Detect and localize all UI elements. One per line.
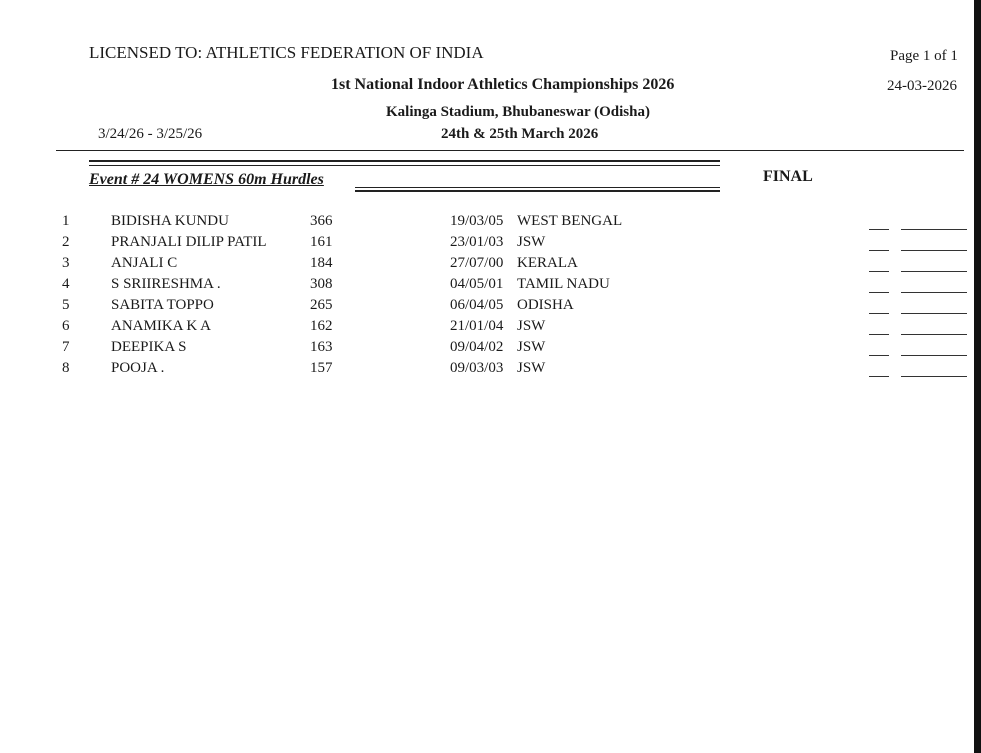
championship-title: 1st National Indoor Athletics Championships 2026 xyxy=(331,76,675,93)
result-blank xyxy=(901,355,967,356)
entry-bib: 308 xyxy=(310,276,333,292)
lane-blank xyxy=(869,229,889,230)
entry-team: JSW xyxy=(517,318,546,334)
entry-dob: 23/01/03 xyxy=(450,234,504,250)
lane-blank xyxy=(869,271,889,272)
event-title: Event # 24 WOMENS 60m Hurdles xyxy=(89,171,324,188)
entry-name: SABITA TOPPO xyxy=(111,297,214,313)
lane-blank xyxy=(869,313,889,314)
entry-bib: 161 xyxy=(310,234,333,250)
entry-list xyxy=(0,213,981,381)
entry-team: KERALA xyxy=(517,255,578,271)
entry-name: ANJALI C xyxy=(111,255,178,271)
print-date: 24-03-2026 xyxy=(887,78,957,94)
entry-name: POOJA . xyxy=(111,360,165,376)
entry-bib: 265 xyxy=(310,297,333,313)
entry-name: ANAMIKA K A xyxy=(111,318,212,334)
entry-bib: 163 xyxy=(310,339,333,355)
entry-row xyxy=(0,360,981,381)
entry-bib: 162 xyxy=(310,318,333,334)
lane-blank xyxy=(869,376,889,377)
entry-rank: 1 xyxy=(62,213,70,229)
event-rule-bottom-2 xyxy=(355,190,720,192)
entry-dob: 09/04/02 xyxy=(450,339,504,355)
entry-rank: 7 xyxy=(62,339,70,355)
result-blank xyxy=(901,334,967,335)
entry-row xyxy=(0,339,981,360)
license-line: LICENSED TO: ATHLETICS FEDERATION OF INDIA xyxy=(89,43,484,62)
entry-row xyxy=(0,318,981,339)
entry-rank: 4 xyxy=(62,276,70,292)
entry-bib: 184 xyxy=(310,255,333,271)
lane-blank xyxy=(869,292,889,293)
result-blank xyxy=(901,271,967,272)
entry-name: PRANJALI DILIP PATIL xyxy=(111,234,267,250)
result-blank xyxy=(901,229,967,230)
entry-name: DEEPIKA S xyxy=(111,339,187,355)
entry-name: BIDISHA KUNDU xyxy=(111,213,229,229)
result-blank xyxy=(901,250,967,251)
result-blank xyxy=(901,292,967,293)
lane-blank xyxy=(869,334,889,335)
entry-team: ODISHA xyxy=(517,297,574,313)
entry-team: JSW xyxy=(517,234,546,250)
event-days: 24th & 25th March 2026 xyxy=(441,126,599,142)
entry-name: S SRIIRESHMA . xyxy=(111,276,221,292)
entry-rank: 6 xyxy=(62,318,70,334)
entry-bib: 366 xyxy=(310,213,333,229)
entry-row xyxy=(0,297,981,318)
entry-row xyxy=(0,255,981,276)
event-rule-top xyxy=(89,160,720,162)
entry-team: TAMIL NADU xyxy=(517,276,610,292)
page-number: Page 1 of 1 xyxy=(890,48,958,64)
entry-bib: 157 xyxy=(310,360,333,376)
header-divider xyxy=(56,150,964,151)
event-rule-top-2 xyxy=(89,165,720,166)
lane-blank xyxy=(869,355,889,356)
entry-dob: 09/03/03 xyxy=(450,360,504,376)
entry-dob: 19/03/05 xyxy=(450,213,504,229)
entry-rank: 2 xyxy=(62,234,70,250)
round-label: FINAL xyxy=(763,168,813,185)
entry-rank: 5 xyxy=(62,297,70,313)
entry-dob: 27/07/00 xyxy=(450,255,504,271)
entry-dob: 06/04/05 xyxy=(450,297,504,313)
event-rule-bottom xyxy=(355,187,720,188)
venue: Kalinga Stadium, Bhubaneswar (Odisha) xyxy=(386,104,650,120)
entry-rank: 3 xyxy=(62,255,70,271)
result-blank xyxy=(901,313,967,314)
entry-dob: 21/01/04 xyxy=(450,318,504,334)
entry-row xyxy=(0,213,981,234)
entry-row xyxy=(0,234,981,255)
entry-team: JSW xyxy=(517,339,546,355)
entry-row xyxy=(0,276,981,297)
entry-team: JSW xyxy=(517,360,546,376)
lane-blank xyxy=(869,250,889,251)
date-range: 3/24/26 - 3/25/26 xyxy=(98,126,203,142)
entry-team: WEST BENGAL xyxy=(517,213,623,229)
entry-rank: 8 xyxy=(62,360,70,376)
entry-dob: 04/05/01 xyxy=(450,276,504,292)
result-blank xyxy=(901,376,967,377)
